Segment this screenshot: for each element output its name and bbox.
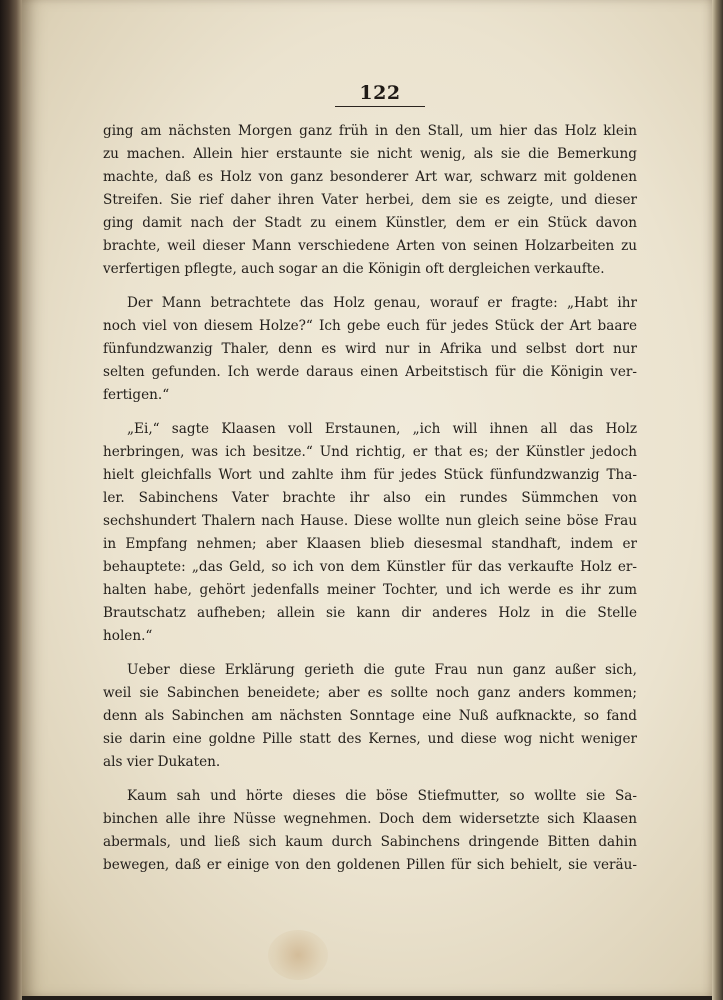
paragraph <box>103 418 637 648</box>
text-line: selten gefunden. Ich werde daraus einen Arbeitstisch für die Königin ver- <box>103 364 637 380</box>
header-rule <box>335 106 425 107</box>
text-line: Der Mann betrachtete das Holz genau, worauf er fragte: „Habt ihr <box>127 295 637 311</box>
body-text <box>103 120 637 888</box>
page-edge <box>712 0 723 1000</box>
text-line: als vier Dukaten. <box>103 754 221 770</box>
text-line: ging damit nach der Stadt zu einem Künstler, dem er ein Stück davon <box>103 215 637 231</box>
text-line: Kaum sah und hörte dieses die böse Stiefmutter, so wollte sie Sa- <box>127 788 637 804</box>
text-line: Ueber diese Erklärung gerieth die gute Frau nun ganz außer sich, <box>127 662 637 678</box>
text-line: binchen alle ihre Nüsse wegnehmen. Doch dem widersetzte sich Klaasen <box>103 811 637 827</box>
paper-stain <box>268 930 328 980</box>
paragraph <box>103 785 637 877</box>
text-line: zu machen. Allein hier erstaunte sie nicht wenig, als sie die Bemerkung <box>103 146 637 162</box>
text-line: behauptete: „das Geld, so ich von dem Künstler für das verkaufte Holz er- <box>103 559 637 575</box>
text-line: hielt gleichfalls Wort und zahlte ihm für jedes Stück fünfundzwanzig Tha- <box>103 467 637 483</box>
page-number: 122 <box>359 82 401 104</box>
text-line: „Ei,“ sagte Klaasen voll Erstaunen, „ich will ihnen all das Holz <box>127 421 637 437</box>
paragraph <box>103 120 637 281</box>
text-line: sechshundert Thalern nach Hause. Diese wollte nun gleich seine böse Frau <box>103 513 637 529</box>
text-line: bewegen, daß er einige von den goldenen Pillen für sich behielt, sie veräu- <box>103 857 637 873</box>
text-line: ging am nächsten Morgen ganz früh in den Stall, um hier das Holz klein <box>103 123 637 139</box>
text-line: Brautschatz aufheben; allein sie kann dir anderes Holz in die Stelle <box>103 605 637 621</box>
text-line: machte, daß es Holz von ganz besonderer Art war, schwarz mit goldenen <box>103 169 637 185</box>
paragraph <box>103 659 637 774</box>
text-line: in Empfang nehmen; aber Klaasen blieb diesesmal standhaft, indem er <box>103 536 637 552</box>
text-line: Streifen. Sie rief daher ihren Vater herbei, dem sie es zeigte, und dieser <box>103 192 637 208</box>
page-header <box>335 82 425 107</box>
text-line: brachte, weil dieser Mann verschiedene Arten von seinen Holzarbeiten zu <box>103 238 637 254</box>
text-line: fünfundzwanzig Thaler, denn es wird nur in Afrika und selbst dort nur <box>103 341 637 357</box>
text-line: abermals, und ließ sich kaum durch Sabinchens dringende Bitten dahin <box>103 834 637 850</box>
text-line: weil sie Sabinchen beneidete; aber es sollte noch ganz anders kommen; <box>103 685 637 701</box>
text-line: fertigen.“ <box>103 387 170 403</box>
text-line: denn als Sabinchen am nächsten Sonntage eine Nuß aufknackte, so fand <box>103 708 637 724</box>
text-line: herbringen, was ich besitze.“ Und richtig, er that es; der Künstler jedoch <box>103 444 637 460</box>
book-spine <box>0 0 22 1000</box>
text-line: noch viel von diesem Holze?“ Ich gebe euch für jedes Stück der Art baare <box>103 318 637 334</box>
text-line: verfertigen pflegte, auch sogar an die Königin oft dergleichen verkaufte. <box>103 261 605 277</box>
paragraph <box>103 292 637 407</box>
text-line: halten habe, gehört jedenfalls meiner Tochter, und ich werde es ihr zum <box>103 582 637 598</box>
text-line: ler. Sabinchens Vater brachte ihr also ein rundes Sümmchen von <box>103 490 637 506</box>
text-line: holen.“ <box>103 628 153 644</box>
text-line: sie darin eine goldne Pille statt des Kernes, und diese wog nicht weniger <box>103 731 637 747</box>
